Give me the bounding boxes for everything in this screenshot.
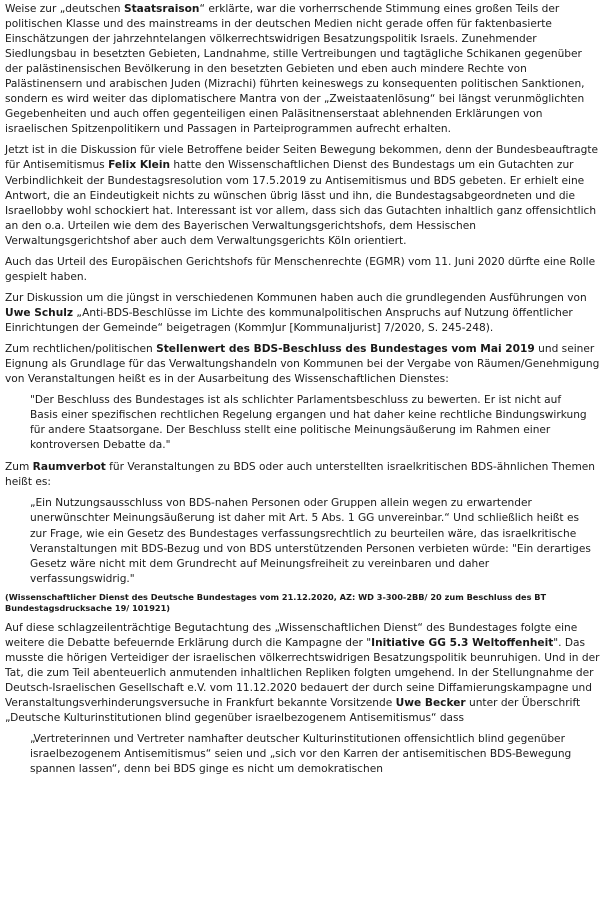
blockquote-kulturinstitutionen: „Vertreterinnen und Vertreter namhafter deutscher Kulturinstitutionen offensichtlich blind gegenüber israelbezogenem Antisemitismus“ seien und „sich vor den Karren der antisemitischen BDS-Bewegung spannen lassen“, denn bei BDS ginge es nicht um demokratischen — [30, 733, 572, 776]
bold-name-felix-klein: Felix Klein — [108, 159, 171, 172]
text-run: ". Das musste die hörigen Verteidiger der israelischen völkerrechtswidrigen Besatzungspolitik beunruhigen. Und in der Tat, die zum Teil abenteuerlich anmutenden inhaltlichen Repliken folgten umgehend. In der Stellungnahme der Deutsch-Israelischen Gesellschaft e.V. vom 11.12.2020 bedauert der durch seine Diffamierungskampagne und Veranstaltungsverhinderungsversuche in Frankfurt bekannte Vorsitzende — [5, 636, 600, 709]
source-citation: (Wissenschaftlicher Dienst des Deutsche Bundestages vom 21.12.2020, AZ: WD 3-300-2BB/ 20 zum Beschluss des BT Bundestagsdrucksache 19/ 101921) — [5, 591, 547, 613]
paragraph-initiative-weltoffenheit — [0, 621, 605, 726]
bold-name-uwe-becker: Uwe Becker — [395, 696, 466, 709]
text-run: Zum — [5, 461, 33, 474]
text-run: „Anti-BDS-Beschlüsse im Lichte des kommunalpolitischen Anspruchs auf Nutzung öffentlicher Einrichtungen der Gemeinde“ beigetragen (KommJur [Kommunaljurist] 7/2020, S. 245-248). — [5, 306, 573, 334]
text-run: Weise zur „deutschen — [5, 3, 124, 15]
bold-term-staatsraison: Staatsraison — [123, 3, 200, 15]
text-run: hatte den Wissenschaftlichen Dienst des Bundestags um ein Gutachten zur Verbindlichkeit der Bundestagsresolution vom 17.5.2019 zu Antisemitismus und BDS gebeten. Er erhielt eine Antwort, die an Eindeutigkeit nichts zu wünschen übrig lässt und ihn, die Bundestagsabgeordneten und die Israellobby wohl schockiert hat. Interessant ist vor allem, dass sich das Gutachten inhaltlich ganz offensichtlich an den o.a. Urteilen wie dem des Bayerischen Verwaltungsgerichtshofs, dem Hessischen Verwaltungsgerichtshof aber auch dem Verwaltungsgerichts Köln orientiert. — [5, 159, 597, 247]
blockquote-parlamentsbeschluss: "Der Beschluss des Bundestages ist als schlichter Parlamentsbeschluss zu bewerten. Er ist nicht auf Basis einer spezifischen rechtlichen Regelung ergangen und hat daher keine rechtliche Bindungswirkung für andere Staatsorgane. Der Beschluss stellt eine politische Meinungsäußerung im Rahmen einer kontroversen Debatte da." — [30, 394, 587, 452]
bold-term-raumverbot: Raumverbot — [32, 461, 106, 474]
text-run: und seiner Eignung als Grundlage für das Verwaltungshandeln von Kommunen bei der Vergabe von Räumen/Genehmigung von Veranstaltungen heißt es in der Ausarbeitung des Wissenschaftlichen Dienstes: — [5, 342, 600, 386]
paragraph-staatsraison — [0, 2, 605, 137]
paragraph-raumverbot — [0, 460, 605, 490]
text-run: Auch das Urteil des Europäischen Gerichtshofs für Menschenrechte (EGMR) vom 11. Juni 2020 dürfte eine Rolle gespielt haben. — [5, 255, 596, 283]
text-run: unter der Überschrift „Deutsche Kulturinstitutionen blind gegenüber israelbezogenem Antisemitismus“ dass — [5, 696, 581, 724]
text-run: Zum rechtlichen/politischen — [5, 342, 157, 355]
bold-name-uwe-schulz: Uwe Schulz — [5, 306, 74, 319]
text-run: für Veranstaltungen zu BDS oder auch unterstellten israelkritischen BDS-ähnlichen Themen heißt es: — [5, 461, 595, 489]
bold-heading-stellenwert: Stellenwert des BDS-Beschluss des Bundestages vom Mai 2019 — [156, 342, 535, 355]
text-run: Auf diese schlagzeilenträchtige Begutachtung des „Wissenschaftlichen Dienst“ des Bundestages folgte eine weitere die Debatte befeuernde Erklärung durch die Kampagne der " — [5, 621, 578, 649]
blockquote-nutzungsausschluss: „Ein Nutzungsausschluss von BDS-nahen Personen oder Gruppen allein wegen zu erwartender unerwünschter Meinungsäußerung ist daher mit Art. 5 Abs. 1 GG unvereinbar.“ Und schließlich heißt es zur Frage, wie ein Gesetz des Bundestages verfassungsrechtlich zu beurteilen wäre, das israelkritische Veranstaltungen mit BDS-Bezug und von BDS unterstützenden Personen verbieten würde: "Ein derartiges Gesetz wäre nicht mit dem Grundrecht auf Meinungsfreiheit zu vereinbaren und daher verfassungswidrig." — [30, 497, 591, 585]
text-run: Zur Diskussion um die jüngst in verschiedenen Kommunen haben auch die grundlegenden Ausführungen von — [5, 291, 587, 304]
paragraph-egmr — [0, 255, 605, 285]
text-run: “ erklärte, war die vorherrschende Stimmung eines großen Teils der politischen Klasse und des mainstreams in der deutschen Medien nicht gerade offen für faktenbasierte Einschätzungen der jahrzehntelangen völkerrechtswidrigen Besatzungspolitik Israels. Zunehmender Siedlungsbau in besetzten Gebieten, Landnahme, stille Vertreibungen und tagtägliche Schikanen gegenüber der palästinensischen Bevölkerung in den besetzten Gebieten und eben auch mindere Rechte von Palästinensern und arabischen Juden (Mizrachi) führten keineswegs zu konsequenten politischen Sanktionen, sondern es wird weiter das diplomatischere Mantra von der „Zweistaatenlösung“ bei längst verunmöglichten Gegebenheiten und auch offen gegenteiligen einen Paläsitnenserstaat ablehnenden Erklärungen von israelischen Spitzenpolitikern und Passagen in Parteiprogrammen aufrecht erhalten. — [5, 3, 585, 136]
paragraph-felix-klein — [0, 143, 605, 248]
bold-term-initiative: Initiative GG 5.3 Weltoffenheit — [371, 636, 554, 649]
text-run: Jetzt ist in die Diskussion für viele Betroffene beider Seiten Bewegung bekommen, denn der Bundesbeauftragte für Antisemitismus — [5, 144, 599, 172]
paragraph-uwe-schulz — [0, 291, 605, 336]
paragraph-stellenwert — [0, 342, 605, 387]
